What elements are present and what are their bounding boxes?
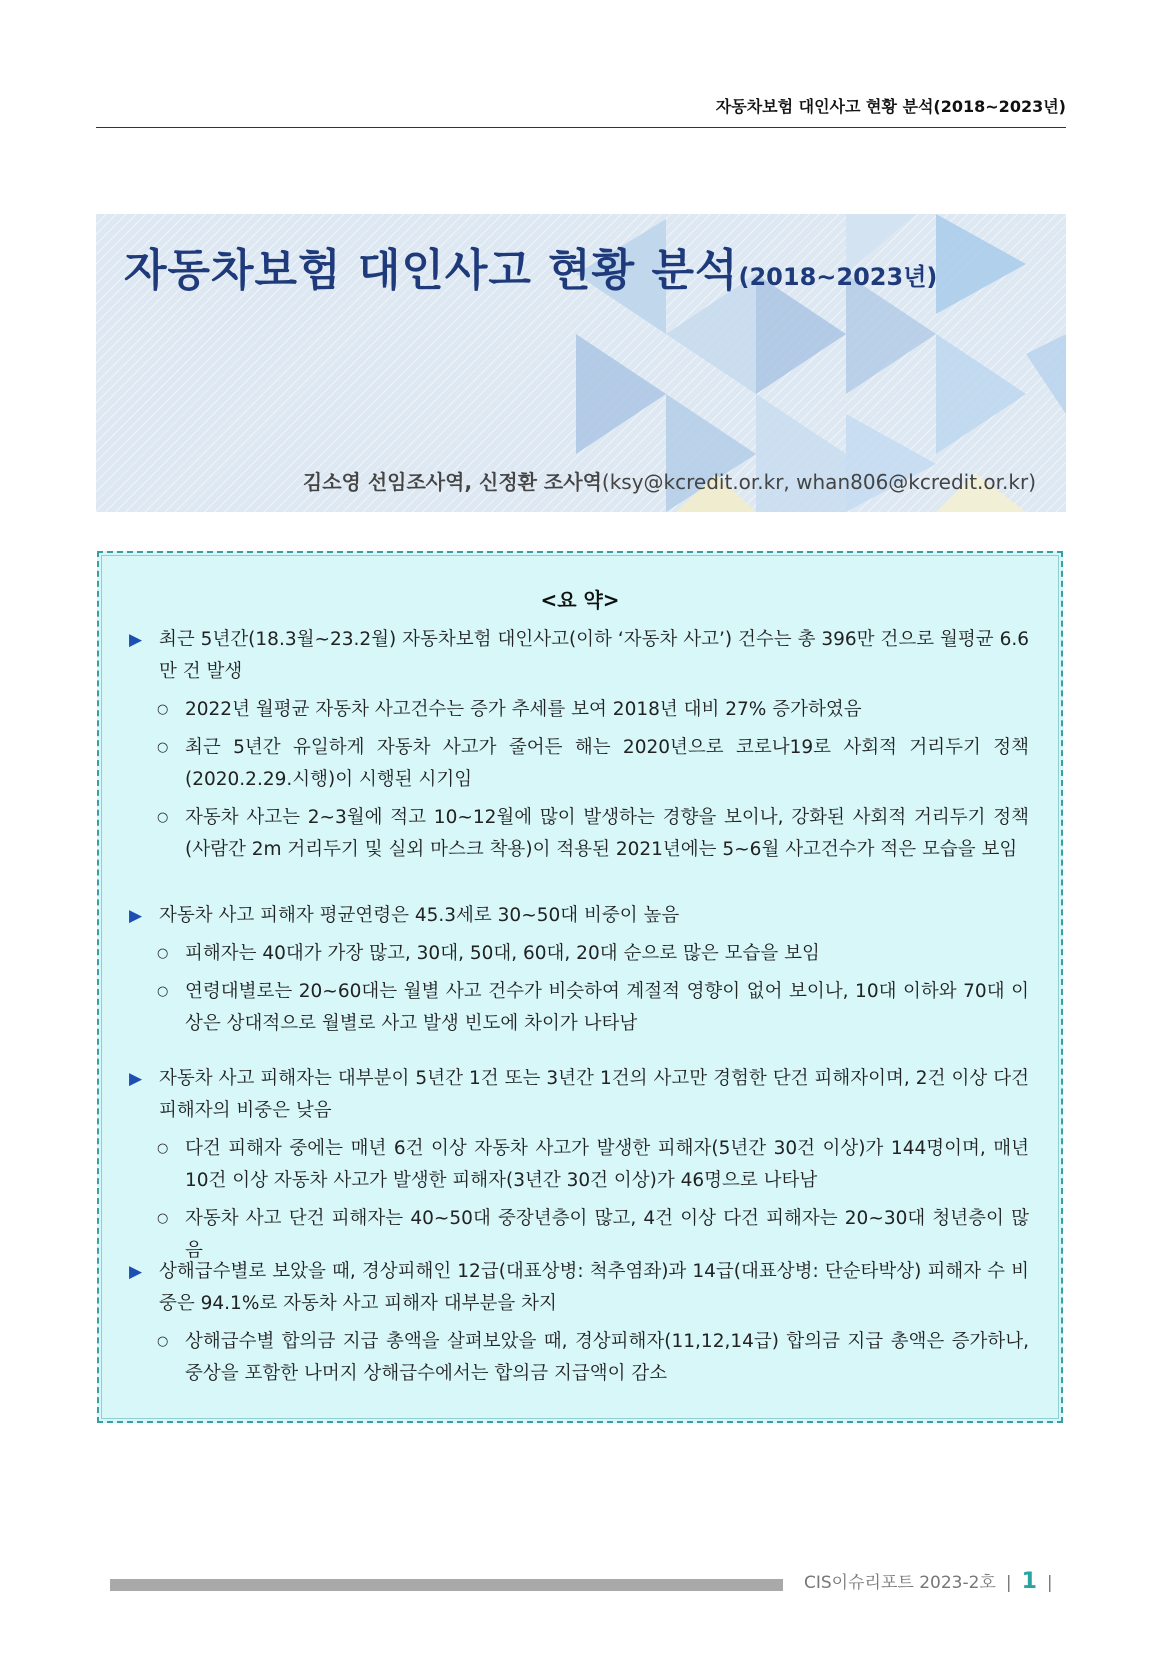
circle-bullet-icon: ○: [157, 946, 169, 961]
summary-title: <요 약>: [540, 588, 620, 612]
summary-subpoint: [157, 802, 1029, 866]
summary-section: [99, 1256, 1061, 1390]
document-title: [124, 234, 937, 298]
summary-section: [99, 1063, 1061, 1267]
summary-subpoint: [157, 1326, 1029, 1390]
summary-subpoint-text: 2022년 월평균 자동차 사고건수는 증가 추세를 보여 2018년 대비 27% 증가하였음: [185, 699, 862, 720]
circle-bullet-icon: ○: [157, 810, 169, 825]
summary-subpoint-text: 자동차 사고 단건 피해자는 40~50대 중장년층이 많고, 4건 이상 다건 피해자는 20~30대 청년층이 많음: [185, 1208, 1029, 1261]
summary-point: [129, 624, 1029, 688]
summary-point-text: 자동차 사고 피해자는 대부분이 5년간 1건 또는 3년간 1건의 사고만 경험한 단건 피해자이며, 2건 이상 다건 피해자의 비중은 낮음: [159, 1068, 1029, 1121]
running-header: 자동차보험 대인사고 현황 분석(2018~2023년): [96, 94, 1066, 128]
summary-point: [129, 1063, 1029, 1127]
circle-bullet-icon: ○: [157, 1211, 169, 1226]
circle-bullet-icon: ○: [157, 984, 169, 999]
title-banner: [96, 214, 1066, 512]
summary-point: [129, 900, 1029, 932]
summary-point: [129, 1256, 1029, 1320]
circle-bullet-icon: ○: [157, 1334, 169, 1349]
triangle-right-icon: ▶: [129, 630, 143, 650]
summary-subpoint: [157, 732, 1029, 796]
summary-subpoint: [157, 1133, 1029, 1197]
summary-section: [99, 624, 1061, 866]
summary-subpoint-text: 다건 피해자 중에는 매년 6건 이상 자동차 사고가 발생한 피해자(5년간 30건 이상)가 144명이며, 매년 10건 이상 자동차 사고가 발생한 피해자(3년간 30건 이상)가 46명으로 나타남: [185, 1138, 1029, 1191]
footer-separator-left: |: [1005, 1573, 1012, 1593]
author-emails: (ksy@kcredit.or.kr, whan806@kcredit.or.kr): [601, 470, 1036, 494]
summary-subpoint: [157, 938, 1029, 970]
summary-subpoint-text: 연령대별로는 20~60대는 월별 사고 건수가 비슷하여 계절적 영향이 없어 보이나, 10대 이하와 70대 이상은 상대적으로 월별로 사고 발생 빈도에 차이가 나타남: [185, 981, 1029, 1034]
summary-section: [99, 900, 1061, 1040]
summary-subpoint: [157, 694, 1029, 726]
summary-subpoint: [157, 976, 1029, 1040]
footer-separator-right: |: [1046, 1573, 1053, 1593]
summary-subpoint-text: 자동차 사고는 2~3월에 적고 10~12월에 많이 발생하는 경향을 보이나, 강화된 사회적 거리두기 정책(사람간 2m 거리두기 및 실외 마스크 착용)이 적용된 2021년에는 5~6월 사고건수가 적은 모습을 보임: [185, 807, 1029, 860]
circle-bullet-icon: ○: [157, 740, 169, 755]
document-title-years: (2018~2023년): [738, 263, 938, 291]
author-line: [303, 466, 1036, 495]
author-names: 김소영 선임조사역, 신정환 조사역: [302, 470, 602, 494]
footer: [804, 1568, 1053, 1594]
summary-box: [97, 551, 1063, 1423]
summary-subpoint-text: 피해자는 40대가 가장 많고, 30대, 50대, 60대, 20대 순으로 많은 모습을 보임: [185, 943, 820, 964]
circle-bullet-icon: ○: [157, 1141, 169, 1156]
footer-bar: [110, 1579, 783, 1591]
footer-publication: CIS이슈리포트 2023-2호: [804, 1573, 996, 1593]
document-title-main: 자동차보험 대인사고 현황 분석: [124, 245, 739, 296]
triangle-right-icon: ▶: [129, 906, 143, 926]
page-number: 1: [1021, 1569, 1037, 1594]
summary-point-text: 자동차 사고 피해자 평균연령은 45.3세로 30~50대 비중이 높음: [159, 905, 680, 926]
triangle-right-icon: ▶: [129, 1262, 143, 1282]
summary-point-text: 최근 5년간(18.3월~23.2월) 자동차보험 대인사고(이하 ‘자동차 사고’) 건수는 총 396만 건으로 월평균 6.6만 건 발생: [159, 629, 1029, 682]
summary-subpoint-text: 최근 5년간 유일하게 자동차 사고가 줄어든 해는 2020년으로 코로나19로 사회적 거리두기 정책(2020.2.29.시행)이 시행된 시기임: [185, 737, 1029, 790]
summary-subpoint-text: 상해급수별 합의금 지급 총액을 살펴보았을 때, 경상피해자(11,12,14급) 합의금 지급 총액은 증가하나, 중상을 포함한 나머지 상해급수에서는 합의금 지급액이 감소: [185, 1331, 1029, 1384]
summary-point-text: 상해급수별로 보았을 때, 경상피해인 12급(대표상병: 척추염좌)과 14급(대표상병: 단순타박상) 피해자 수 비중은 94.1%로 자동차 사고 피해자 대부분을 차지: [159, 1261, 1029, 1314]
triangle-right-icon: ▶: [129, 1069, 143, 1089]
circle-bullet-icon: ○: [157, 702, 169, 717]
